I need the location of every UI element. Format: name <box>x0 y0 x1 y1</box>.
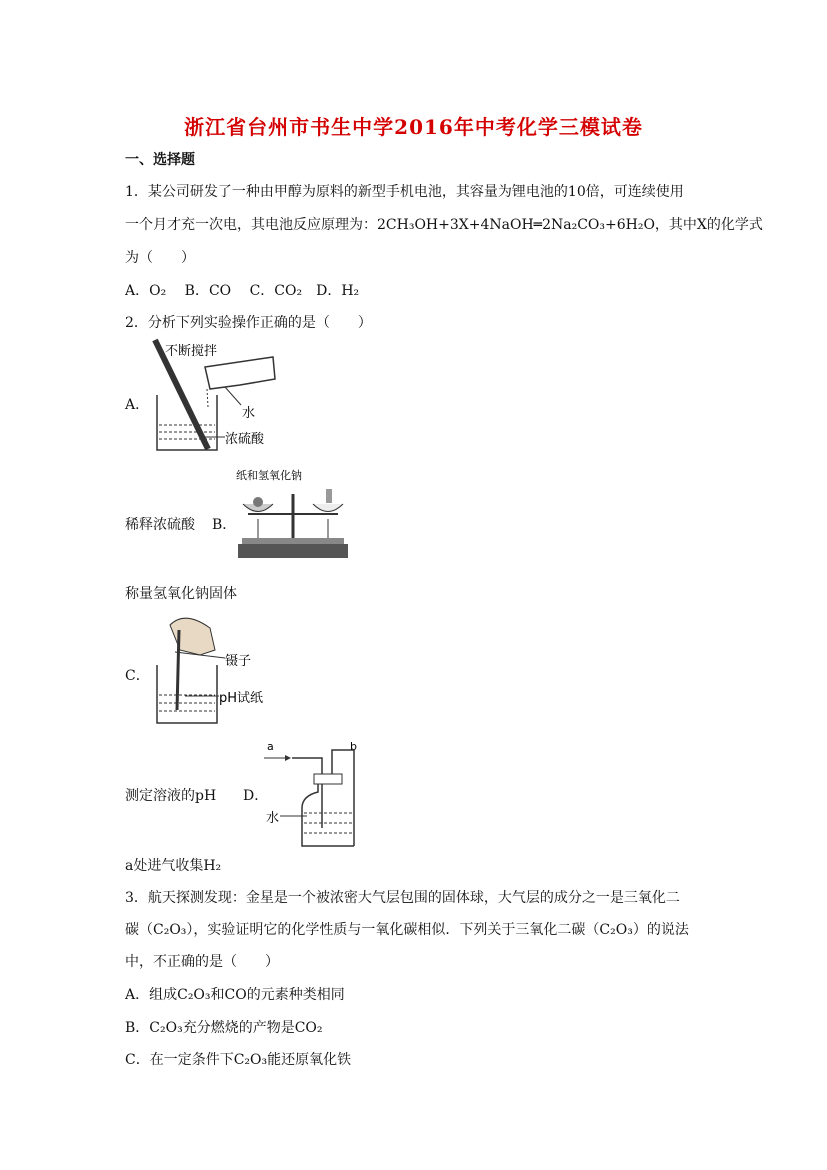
fig-b-label: 纸和氢氧化钠 <box>236 469 302 482</box>
pouring-beaker <box>205 357 275 389</box>
q3-option-a: A．组成C₂O₃和CO的元素种类相同 <box>125 987 345 1003</box>
q1-line1: 1．某公司研发了一种由甲醇为原料的新型手机电池，其容量为锂电池的10倍，可连续使用 <box>125 184 684 200</box>
fig-c-label-tweezers: 镊子 <box>225 654 252 669</box>
tweezers <box>177 630 179 710</box>
q2-option-c-letter: C． <box>125 668 150 684</box>
fig-a-label-acid: 浓硫酸 <box>225 432 265 447</box>
q1-line2: 一个月才充一次电，其电池反应原理为：2CH₃OH+3X+4NaOH═2Na₂CO₃+6H₂O，其中X的化学式 <box>125 217 763 233</box>
ph-test-figure <box>145 610 270 730</box>
dilute-acid-figure <box>145 337 280 455</box>
q2-option-b-letter: B． <box>212 517 237 533</box>
balance-base <box>238 544 348 558</box>
q2-option-a-letter: A． <box>125 397 150 413</box>
q1-options: A．O₂ B．CO C．CO₂ D．H₂ <box>125 283 360 299</box>
q1-line3: 为（ ） <box>125 250 195 266</box>
q2-option-a-caption: 稀释浓硫酸 <box>125 517 195 533</box>
fig-c-label-ph-paper: pH试纸 <box>219 691 264 706</box>
beaker <box>157 665 217 723</box>
q3-option-b: B．C₂O₃充分燃烧的产物是CO₂ <box>125 1020 323 1036</box>
short-tube <box>332 750 354 846</box>
fig-a-label-stir: 不断搅拌 <box>165 344 218 359</box>
balance-figure <box>228 464 358 564</box>
q3-line1: 3．航天探测发现：金星是一个被浓密大气层包围的固体球，大气层的成分之一是三氧化二 <box>125 890 680 906</box>
q2-option-c-caption: 测定溶液的pH <box>125 788 217 804</box>
hand <box>170 618 215 655</box>
fig-d-label-b: b <box>350 740 357 753</box>
long-tube <box>292 758 322 828</box>
q3-line3: 中，不正确的是（ ） <box>125 954 279 970</box>
fig-a-label-water: 水 <box>242 406 256 421</box>
fig-d-label-water: 水 <box>266 811 280 826</box>
q3-line2: 碳（C₂O₃），实验证明它的化学性质与一氧化碳相似．下列关于三氧化二碳（C₂O₃）的说法 <box>125 922 689 938</box>
section-heading: 一、选择题 <box>125 152 195 168</box>
gas-bottle-figure <box>262 738 362 848</box>
q2-option-d-caption: a处进气收集H₂ <box>125 858 222 874</box>
bottle <box>302 784 354 846</box>
right-pan <box>313 504 343 512</box>
fig-d-label-a: a <box>267 740 274 753</box>
q2-option-d-letter: D． <box>243 788 269 804</box>
stopper <box>314 774 342 784</box>
q3-option-c: C．在一定条件下C₂O₃能还原氧化铁 <box>125 1052 352 1068</box>
q2-stem: 2．分析下列实验操作正确的是（ ） <box>125 315 372 331</box>
page-title: 浙江省台州市书生中学2016年中考化学三模试卷 <box>184 115 643 139</box>
q2-option-b-caption: 称量氢氧化钠固体 <box>125 586 237 602</box>
